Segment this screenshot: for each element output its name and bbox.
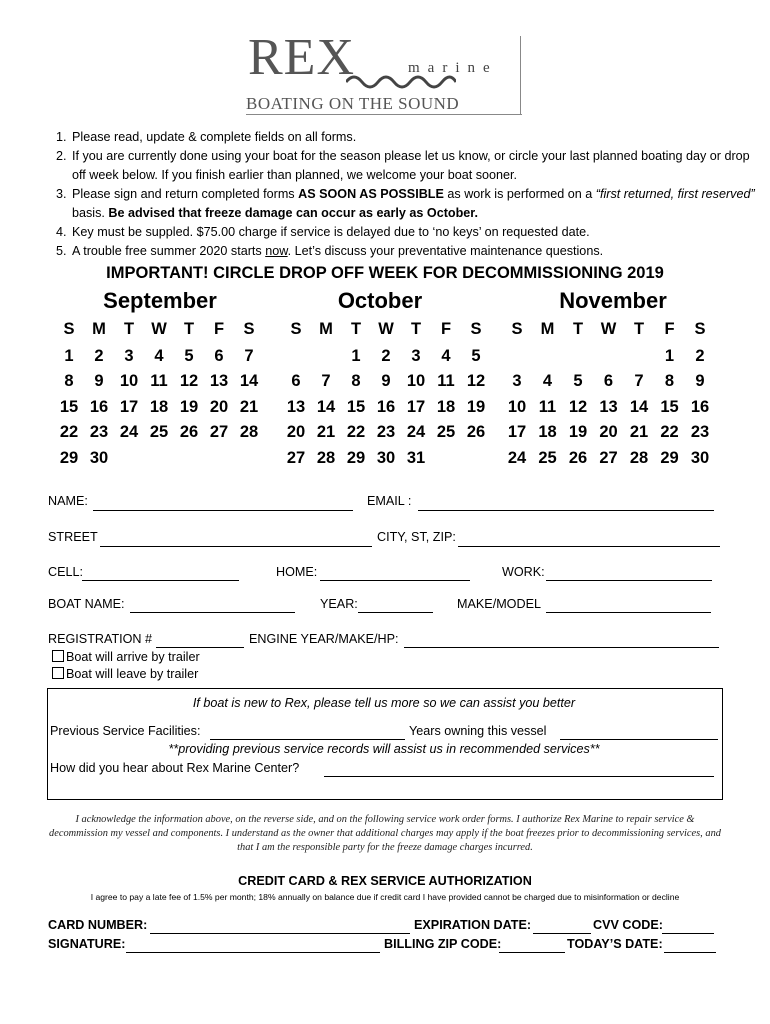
calendar-day[interactable]: 2 [381,346,391,365]
weekday-label: S [63,320,75,338]
signature-label: SIGNATURE: [48,937,126,951]
weekday-label: T [183,320,195,338]
instr5-a: A trouble free summer 2020 starts [72,244,266,258]
instr3-a: Please sign and return completed forms [72,187,299,201]
prev-service-field[interactable] [210,739,405,740]
engine-field[interactable] [404,647,719,648]
calendar-day[interactable]: 25 [149,423,169,441]
calendar-day[interactable]: 7 [321,372,331,390]
year-field[interactable] [358,612,433,613]
logo-divider [520,36,521,114]
calendar-day[interactable]: 26 [568,448,588,467]
calendar-day[interactable]: 20 [599,423,618,441]
calendar-november [504,320,718,470]
cell-field[interactable] [82,580,239,581]
instr3-e: basis. [72,206,109,220]
weekday-label: F [664,320,675,338]
instruction-item: 1. Please read, update & complete fields on all forms. [70,128,760,147]
month-title-october: October [337,288,423,313]
calendar-day[interactable]: 8 [64,372,74,390]
month-title-september: September [103,288,217,313]
calendar-day[interactable]: 27 [599,448,618,467]
important-heading: IMPORTANT! CIRCLE DROP OFF WEEK FOR DECOMMISSIONING 2019 [106,264,664,282]
make-model-label: MAKE/MODEL [457,597,541,611]
calendar-day[interactable]: 26 [466,423,486,441]
calendar-day[interactable]: 18 [436,397,456,416]
year-label: YEAR: [320,597,358,611]
cvv-label: CVV CODE: [593,918,663,932]
calendar-day[interactable]: 3 [512,372,522,390]
calendar-day[interactable]: 23 [690,423,710,441]
calendar-day[interactable]: 17 [507,423,527,441]
calendar-day[interactable]: 24 [406,423,426,441]
logo-tagline: BOATING ON THE SOUND [246,94,522,115]
home-label: HOME: [276,565,318,579]
work-field[interactable] [546,580,712,581]
boat-name-field[interactable] [130,612,295,613]
instr3-b: AS SOON AS POSSIBLE [298,187,444,201]
calendar-day[interactable]: 22 [660,423,679,441]
billing-zip-field[interactable] [499,952,565,953]
calendar-day[interactable]: 5 [471,346,481,365]
calendar-day[interactable]: 4 [154,346,164,365]
arrive-trailer-label: Boat will arrive by trailer [66,650,200,664]
weekday-label: M [92,320,106,338]
instr5-b: now [265,244,288,258]
calendar-day[interactable]: 5 [184,346,194,365]
calendar-day[interactable]: 4 [542,372,553,390]
calendar-day[interactable]: 25 [436,423,456,441]
name-field[interactable] [93,510,353,511]
weekday-label: S [243,320,255,338]
calendar-day[interactable]: 9 [381,372,391,390]
weekday-label: W [378,320,394,338]
calendar-day[interactable]: 11 [437,372,455,390]
make-model-field[interactable] [546,612,711,613]
calendar-october [283,320,493,470]
instruction-item [70,242,760,261]
card-number-field[interactable] [150,933,410,934]
street-field[interactable] [100,546,372,547]
calendar-day[interactable]: 16 [89,397,109,416]
calendar-day[interactable]: 31 [406,448,426,467]
calendar-day[interactable]: 20 [209,397,229,416]
years-owning-field[interactable] [560,739,718,740]
acknowledgement-text: I acknowledge the information above, on the reverse side, and on the following service work order forms. I authorize Rex Marine to repair service & decommission my vessel and components. I understand as the owner that additional charges may apply if the boat freezes prior to decommissioning services, and that I am the responsible party for the freeze damage charges incurred. [49,814,721,853]
weekday-label: T [123,320,135,338]
calendar-day[interactable]: 19 [568,423,588,441]
signature-field[interactable] [126,952,380,953]
calendar-day[interactable]: 17 [119,397,139,416]
todays-date-label: TODAY’S DATE: [567,937,663,951]
calendar-day[interactable]: 30 [690,448,710,467]
instr5-c: . Let’s discuss your preventative maintenance questions. [287,244,604,258]
email-field[interactable] [418,510,714,511]
weekday-label: W [600,320,617,338]
calendar-day[interactable]: 16 [376,397,396,416]
prev-service-label: Previous Service Facilities: [50,724,201,738]
logo-rex-text: REX [248,29,355,86]
calendar-day[interactable]: 10 [507,397,527,416]
calendar-day[interactable]: 12 [568,397,588,416]
wave-icon [346,72,456,90]
credit-card-title: CREDIT CARD & REX SERVICE AUTHORIZATION [238,874,532,888]
calendar-day[interactable]: 30 [89,448,109,467]
arrive-trailer-checkbox[interactable] [52,650,64,662]
calendar-day[interactable]: 18 [149,397,169,416]
records-note: **providing previous service records will assist us in recommended services** [168,742,600,756]
late-fee-note: I agree to pay a late fee of 1.5% per month; 18% annually on balance due if credit card I have provided cannot be charged due to misinformation or decline [90,892,680,902]
calendar-day[interactable]: 5 [573,372,583,390]
calendar-day[interactable]: 27 [286,448,306,467]
calendar-day[interactable]: 8 [664,372,675,390]
cell-label: CELL: [48,565,84,579]
calendar-day[interactable]: 29 [660,448,679,467]
calendar-day[interactable]: 2 [94,346,104,365]
rex-marine-logo [246,29,524,116]
calendar-day[interactable]: 24 [507,448,527,467]
weekday-label: M [319,320,333,338]
calendar-day[interactable]: 11 [538,397,557,416]
work-label: WORK: [502,565,545,579]
calendar-day[interactable]: 10 [119,372,139,390]
calendar-day[interactable]: 30 [376,448,396,467]
cvv-field[interactable] [662,933,714,934]
calendar-day[interactable]: 15 [660,397,679,416]
calendar-day[interactable]: 21 [316,423,336,441]
todays-date-field[interactable] [664,952,716,953]
weekday-label: T [350,320,362,338]
leave-trailer-checkbox[interactable] [52,667,64,679]
calendar-day[interactable]: 2 [695,346,705,365]
instr3-d: “first returned, first reserved” [595,187,755,201]
calendar-day[interactable]: 9 [695,372,705,390]
calendar-day[interactable]: 9 [94,372,104,390]
calendar-day[interactable]: 1 [351,346,361,365]
leave-trailer-label: Boat will leave by trailer [66,667,199,681]
calendar-day[interactable]: 22 [59,423,79,441]
weekday-label: M [540,320,555,338]
calendar-day[interactable]: 14 [239,372,259,390]
hear-about-label: How did you hear about Rex Marine Center? [50,761,300,775]
calendar-day[interactable]: 7 [244,346,254,365]
calendar-day[interactable]: 11 [150,372,168,390]
calendar-day[interactable]: 4 [441,346,451,365]
arrive-trailer-option[interactable] [52,650,200,664]
engine-label: ENGINE YEAR/MAKE/HP: [249,632,399,646]
name-label: NAME: [48,494,88,508]
calendar-day[interactable]: 7 [634,372,644,390]
calendar-day[interactable]: 12 [179,372,199,390]
billing-zip-label: BILLING ZIP CODE: [384,937,502,951]
month-title-november: November [559,288,667,313]
calendar-day[interactable]: 10 [406,372,426,390]
calendar-day[interactable]: 19 [466,397,486,416]
calendar-day[interactable]: 1 [664,346,675,365]
city-label: CITY, ST, ZIP: [377,530,456,544]
weekday-label: S [511,320,523,338]
card-number-label: CARD NUMBER: [48,918,148,932]
calendar-day[interactable]: 28 [629,448,649,467]
calendar-day[interactable]: 23 [376,423,396,441]
weekday-label: W [151,320,167,338]
calendar-day[interactable]: 19 [179,397,199,416]
expiration-label: EXPIRATION DATE: [414,918,532,932]
calendar-september [56,320,266,470]
instruction-item [70,185,760,223]
calendar-day[interactable]: 24 [119,423,139,441]
calendar-day[interactable]: 23 [89,423,109,441]
calendar-day[interactable]: 15 [346,397,366,416]
calendar-day[interactable]: 13 [286,397,306,416]
calendar-day[interactable]: 6 [603,372,614,390]
calendar-day[interactable]: 27 [209,423,229,441]
expiration-field[interactable] [533,933,591,934]
weekday-label: S [694,320,706,338]
leave-trailer-option[interactable] [52,667,198,681]
calendar-day[interactable]: 13 [209,372,229,390]
calendar-day[interactable]: 13 [599,397,618,416]
instruction-item: 2. If you are currently done using your boat for the season please let us know, or circle your last planned boating day or drop off week below. If you finish earlier than planned, we welcome your boat sooner. [70,147,760,185]
calendar-day[interactable]: 22 [346,423,366,441]
weekday-label: F [213,320,225,338]
calendar-day[interactable]: 6 [214,346,224,365]
calendar-day[interactable]: 12 [466,372,486,390]
calendar-day[interactable]: 29 [59,448,79,467]
calendar-day[interactable]: 3 [124,346,134,365]
weekday-label: S [470,320,482,338]
registration-field[interactable] [156,647,244,648]
home-field[interactable] [320,580,470,581]
years-owning-label: Years owning this vessel [409,724,547,738]
calendar-day[interactable]: 1 [64,346,74,365]
hear-about-field[interactable] [324,776,714,777]
calendar-day[interactable]: 20 [286,423,306,441]
instruction-list [48,128,760,261]
calendar-day[interactable]: 26 [179,423,199,441]
weekday-label: S [290,320,302,338]
calendar-day[interactable]: 3 [411,346,421,365]
calendar-day[interactable]: 15 [59,397,79,416]
calendar-day[interactable]: 14 [316,397,336,416]
calendar-day[interactable]: 21 [629,423,649,441]
calendar-day[interactable]: 16 [690,397,710,416]
weekday-label: T [410,320,422,338]
calendar-day[interactable]: 28 [316,448,336,467]
new-customer-heading: If boat is new to Rex, please tell us more so we can assist you better [192,696,576,710]
calendar-day[interactable]: 14 [629,397,649,416]
logo-marine-text: marine [408,60,498,76]
weekday-label: F [440,320,452,338]
calendar-day[interactable]: 17 [406,397,426,416]
calendar-day[interactable]: 18 [538,423,557,441]
calendar-day[interactable]: 29 [346,448,366,467]
boat-name-label: BOAT NAME: [48,597,125,611]
calendar-day[interactable]: 21 [239,397,259,416]
street-label: STREET [48,530,98,544]
calendar-day[interactable]: 28 [239,423,259,441]
weekday-label: T [633,320,645,338]
calendar-day[interactable]: 8 [351,372,361,390]
calendar-day[interactable]: 25 [538,448,557,467]
instruction-item: 4. Key must be suppled. $75.00 charge if service is delayed due to ‘no keys’ on requested date. [70,223,760,242]
city-field[interactable] [458,546,720,547]
email-label: EMAIL : [367,494,412,508]
weekday-label: T [572,320,584,338]
instr3-f: Be advised that freeze damage can occur as early as October. [108,206,478,220]
calendar-day[interactable]: 6 [291,372,301,390]
registration-label: REGISTRATION # [48,632,153,646]
instr3-c: as work is performed on a [443,187,596,201]
